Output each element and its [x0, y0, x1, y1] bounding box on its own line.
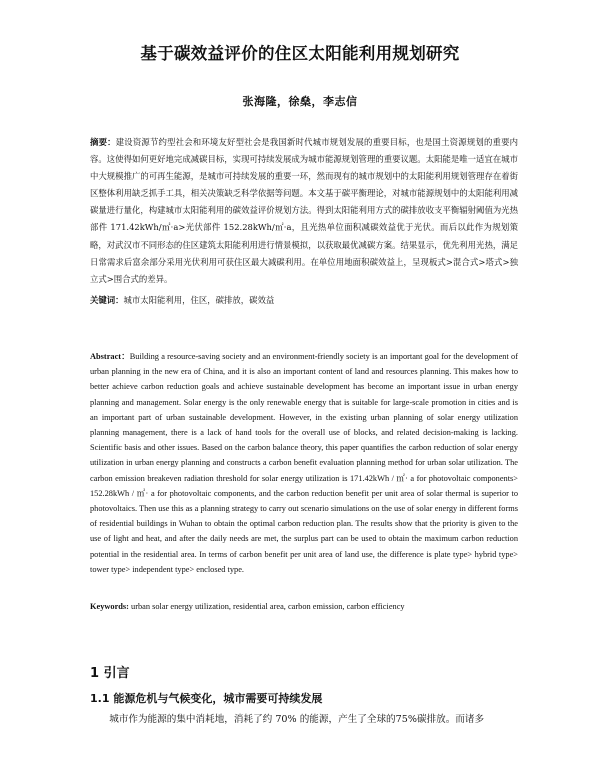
chinese-abstract	[90, 134, 518, 288]
paper-authors: 张海隆，徐燊，李志信	[242, 95, 358, 108]
subsection-heading: 1.1 能源危机与气候变化，城市需要可持续发展	[90, 692, 323, 705]
english-abstract-text: Building a resource-saving society and an environment-friendly society is an important goal for the development of urban planning in the new era of China, and it is also an important content of land and resources planning. This makes how to better achieve carbon reduction goals and achieve sustainable development has become an important issue in urban energy planning and management. Solar energy is the only renewable energy that is suitable for large-scale promotion in cities and is an important part of urban sustainable development. However, in the existing urban planning of solar energy utilization planning management, there is a lack of hand tools for the overall use of blocks, and related decision-making is lacking. Scientific basis and other issues. Based on the carbon balance theory, this paper quantifies the carbon reduction of solar energy utilization in urban energy planning and constructs a carbon benefit evaluation planning method for urban solar utilization. The carbon emission breakeven radiation threshold for solar energy utilization is 171.42kWh / ㎡· a for photovoltaic components> 152.28kWh / ㎡· a for photovoltaic components, and the carbon reduction benefit per unit area of solar thermal is superior to photovoltaics. Then use this as a planning strategy to carry out scenario simulations on the use of solar energy in different forms of residential buildings in Wuhan to obtain the optimal carbon reduction plan. The results show that the priority is given to the use of light and heat, and after the daily needs are met, the surplus part can be used to obtain the maximum carbon reduction potential in the residential area. In terms of carbon benefit per unit area of land use, the difference is plate type> hybrid type> tower type> independent type> enclosed type.	[90, 352, 518, 574]
chinese-keywords-label: 关键词：	[90, 295, 124, 305]
intro-paragraph: 城市作为能源的集中消耗地，消耗了约 70% 的能源，产生了全球的75%碳排放。而诸多	[109, 714, 485, 725]
chinese-abstract-label: 摘要：	[90, 137, 116, 147]
paper-title: 基于碳效益评价的住区太阳能利用规划研究	[140, 44, 460, 63]
chinese-keywords	[90, 293, 518, 307]
english-keywords-text: urban solar energy utilization, residential area, carbon emission, carbon efficiency	[131, 602, 405, 611]
english-abstract	[90, 349, 518, 577]
chinese-abstract-text: 建设资源节约型社会和环境友好型社会是我国新时代城市规划发展的重要目标，也是国土资源规划的重要内容。这使得如何更好地完成减碳目标，实现可持续发展成为城市能源规划管理的重要议题。太阳能是唯一适宜在城市中大规模推广的可再生能源，是城市可持续发展的重要一环，然而现有的城市规划中的太阳能利用规划管理存在着街区整体利用缺乏抓手工具，相关决策缺乏科学依据等问题。本文基于碳平衡理论，对城市能源规划中的太阳能利用减碳量进行量化，构建城市太阳能利用的碳效益评价规划方法。得到太阳能利用方式的碳排放收支平衡辐射阈值为光热部件 171.42kWh/㎡·a>光伏部件 152.28kWh/㎡·a，且光热单位面积减碳效益优于光伏。而后以此作为规划策略，对武汉市不同形态的住区建筑太阳能利用进行情景模拟，以获取最优减碳方案。结果显示，优先利用光热，满足日常需求后富余部分采用光伏利用可获住区最大减碳利用。在单位用地面积碳效益上，呈现板式>混合式>塔式>独立式>围合式的差异。	[90, 137, 519, 284]
english-keywords-label: Keywords:	[90, 602, 129, 611]
english-abstract-label: Abstract：	[90, 352, 130, 361]
section-heading-introduction: 1 引言	[90, 666, 130, 681]
english-keywords	[90, 600, 518, 614]
chinese-keywords-text: 城市太阳能利用，住区，碳排放，碳效益	[123, 295, 275, 305]
